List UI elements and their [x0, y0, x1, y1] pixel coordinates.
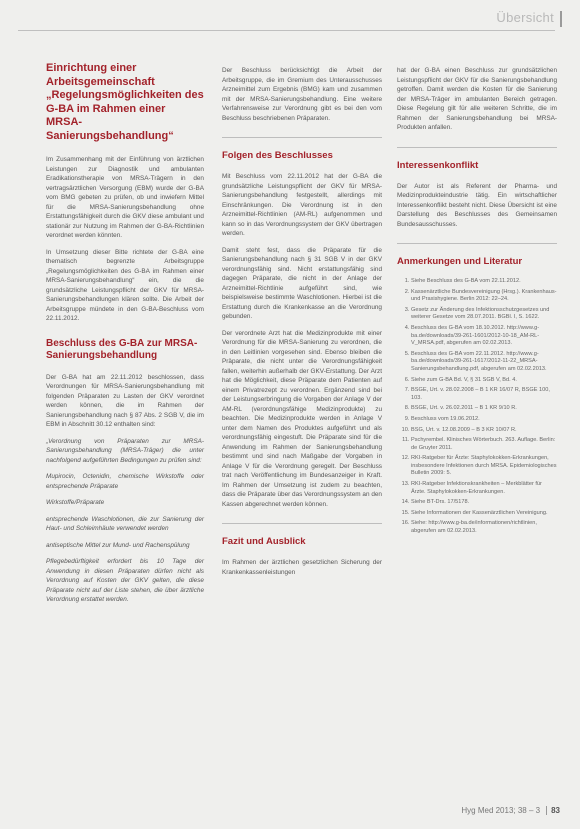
reference-item: 12. RKI-Ratgeber für Ärzte: Staphylokokken-Erkrankungen, insbesondere Infektionen durch MRSA. Epidemiologisches Bulletin 2009: 5. — [411, 455, 557, 478]
heading-folgen: Folgen des Beschlusses — [222, 150, 333, 161]
reference-item: 8. BSGE, Urt. v. 26.02.2011 – B 1 KR 9/10 R. — [411, 405, 557, 413]
column-3 — [397, 66, 557, 539]
paragraph: Der Autor ist als Referent der Pharma- und Medizinprodukteindustrie tätig. Ein wirtschaftlicher Interessenkonflikt besteht nicht. Diese Übersicht ist eine Darstellung des Beschlusses des Gemeinsamen Bundesausschusses. — [397, 182, 557, 228]
reference-item: 13. RKI-Ratgeber Infektionskrankheiten – Merkblätter für Ärzte. Staphylokokken-Erkrankungen. — [411, 481, 557, 496]
divider — [397, 243, 557, 244]
reference-item: 14. Siehe BT-Drs. 17/5178. — [411, 499, 557, 507]
heading-interessenkonflikt: Interessenkonflikt — [397, 159, 479, 171]
quote-paragraph: „Verordnung von Präparaten zur MRSA-Sanierungsbehandlung (MRSA-Träger) die unter nachfolgend aufgeführten Bedingungen zu prüfen sind: — [46, 437, 204, 464]
reference-list — [397, 278, 557, 536]
section-label: Übersicht — [496, 10, 554, 25]
column-1 — [46, 62, 204, 612]
reference-item: 5. Beschluss des G-BA vom 22.11.2012. http://www.g-ba.de/downloads/39-261-1617/2012-11-22_MRSA-Sanierungsbehandlung.pdf, abgerufen am 02.02.2013. — [411, 351, 557, 374]
page-number: 83 — [546, 806, 560, 815]
paragraph: Im Rahmen der ärztlichen gesetzlichen Sicherung der Krankenkassenleistungen — [222, 559, 382, 576]
paragraph: hat der G-BA einen Beschluss zur grundsätzlichen Leistungspflicht der GKV für die Sanierungsbehandlung getroffen. Damit werden die Kosten für die Sanierung der MRSA-Träger im ambulanten Bereich getragen. Diese Regelung gilt für alle weiteren Schritte, die im Rahmen der Sanierungsbehandlung bei MRSA-Produkten anfallen. — [397, 67, 557, 131]
reference-item: 7. BSGE, Urt. v. 28.02.2008 – B 1 KR 16/07 R, BSGE 100, 103. — [411, 387, 557, 402]
reference-item: 11. Pschyrembel. Klinisches Wörterbuch. 263. Auflage. Berlin: de Gruyter 2011. — [411, 437, 557, 452]
column-2 — [222, 66, 382, 584]
bullet-item: Mupirocin, Octenidin, chemische Wirkstoffe oder entsprechende Präparate — [46, 473, 204, 490]
paragraph: Mit Beschluss vom 22.11.2012 hat der G-BA die grundsätzliche Leistungspflicht der GKV für MRSA-Sanierungsbehandlung festgestellt, allerdings mit Einschränkungen. Die Verordnung ist in den Arzneimittel-Richtlinien (AM-RL) aufgenommen und kann so in das Verordnungssystem der GKV übertragen werden. — [222, 173, 382, 237]
reference-item: 1. Siehe Beschluss des G-BA vom 22.11.2012. — [411, 278, 557, 286]
bullet-item: entsprechende Waschlotionen, die zur Sanierung der Haut- und Schleimhäute verwendet werden — [46, 515, 204, 532]
reference-item: 3. Gesetz zur Änderung des Infektionsschutzgesetzes und weiterer Gesetze vom 28.07.2011. BGBl. I, S. 1622. — [411, 307, 557, 322]
heading-beschluss: Beschluss des G-BA zur MRSA-Sanierungsbehandlung — [46, 337, 198, 361]
bullet-item: antiseptische Mittel zur Mund- und Rachenspülung — [46, 541, 190, 549]
heading-fazit: Fazit und Ausblick — [222, 536, 306, 547]
divider — [222, 137, 382, 138]
paragraph: In Umsetzung dieser Bitte richtete der G-BA eine thematisch begrenzte Arbeitsgruppe „Regelungsmöglichkeiten des G-BA im Rahmen einer MRSA-Sanierungsbehandlung“ ein, die die grundsätzliche Leistungspflicht der GKV für MRSA-Sanierungsbehandlungen klären sollte. Die Arbeit der Arbeitsgruppe mündete in den G-BA-Beschluss vom 22.11.2012. — [46, 248, 204, 322]
page-footer — [461, 806, 560, 815]
paragraph: Damit steht fest, dass die Präparate für die Sanierungsbehandlung nach § 31 SGB V in der GKV verordnungsfähig sind. Nicht erstattungsfähig sind dagegen Präparate, die nicht in der Anlage der Arzneimittel-Richtlinie aufgeführt sind, wie beispielsweise bestimmte Waschlotionen. Hierbei ist die Erstattung durch die Krankenkasse an die Verordnung gebunden. — [222, 246, 382, 320]
reference-item: 16. Siehe: http://www.g-ba.de/informationen/richtlinien, abgerufen am 02.02.2013. — [411, 520, 557, 535]
paragraph: Der Beschluss berücksichtigt die Arbeit der Arbeitsgruppe, die im Gremium des Unterausschusses Arzneimittel zum Ergebnis (BMG) kam und zusammen mit der MRSA-Sanierungsbehandlung. Eine weitere Verfahrensweise zur Verordnung gibt es bei den vom Beschluss beschriebenen Präparaten. — [222, 67, 382, 122]
paragraph: Der G-BA hat am 22.11.2012 beschlossen, dass Verordnungen für MRSA-Sanierungsbehandlung mit folgenden Präparaten zu Lasten der GKV verordnet werden können, die im Rahmen der Sanierungsbehandlung nach § 87 Abs. 2 SGB V, die im EBM in Abschnitt 30.12 enthalten sind: — [46, 373, 204, 428]
divider — [397, 147, 557, 148]
reference-item: 10. BSG, Urt. v. 12.08.2009 – B 3 KR 10/07 R. — [411, 427, 557, 435]
bullet-item: Pflegebedürftigkeit erfordert bis 10 Tage der Anwendung in diesen Präparaten dürfen nicht als Verordnung auf Kosten der GKV gelten, die diese Präparate nicht auf der Liste stehen, die über ärztliche Verordnung erstattet werden. — [46, 558, 204, 603]
journal-citation: Hyg Med 2013; 38 – 3 — [461, 806, 541, 815]
divider — [222, 523, 382, 524]
reference-item: 9. Beschluss vom 19.06.2012. — [411, 416, 557, 424]
bullet-item: Wirkstoffe/Präparate — [46, 499, 105, 506]
paragraph: Im Zusammenhang mit der Einführung von ärztlichen Leistungen zur Diagnostik und ambulanten Eradikationstherapie von MRSA-Trägern in den vertragsärztlichen Versorgung (EBM) wurde der G-BA vom BMG gebeten zu prüfen, ob und inwiefern Mittel für die MRSA-Sanierungsbehandlung ohne Erstattungsfähigkeit durch die GKV diese ambulant und stationär zur Nutzung im Rahmen der G-BA-Richtlinien verordnet werden könnten. — [46, 156, 204, 239]
reference-item: 6. Siehe zum G-BA Bd. V, § 31 SGB V, Bd. 4. — [411, 377, 557, 385]
reference-item: 4. Beschluss des G-BA vom 18.10.2012. http://www.g-ba.de/downloads/39-261-1601/2012-10-18_AM-RL-V_MRSA.pdf, abgerufen am 02.02.2013. — [411, 325, 557, 348]
reference-item: 2. Kassenärztliche Bundesvereinigung (Hrsg.). Krankenhaus- und Praxishygiene. Berlin 2012: 22–24. — [411, 289, 557, 304]
top-rule — [18, 30, 555, 31]
paragraph: Der verordnete Arzt hat die Medizinprodukte mit einer Verordnung für die MRSA-Sanierung zu verordnen, die in den Leitlinien vorgesehen sind. Ebenso bleiben die Präparate, die nicht unter die Verordnungsfähigkeit fallen, weiterhin außerhalb der GKV-Erstattung. Der Arzt hat die Möglichkeit, diese Präparate dem Patienten auf einem Privatrezept zu verordnen. Ergänzend sind bei der Leistungserbringung die Vorgaben der Anlage V der AM-RL (verordnungsfähige Medizinprodukte) zu beachten. Die Medizinprodukte werden in Anlage V unter dem Namen des Produktes aufgeführt und als verordnungsfähig eingestuft. Die Präparate sind für die Anwendung im Rahmen der Sanierungsbehandlung bestimmt und sind nach Maßgabe der Vorgaben in Anlage V für die Verordnung geregelt. Der Beschluss trat nach Veröffentlichung im Bundesanzeiger in Kraft. Im Rahmen der Umsetzung ist zudem zu beachten, dass die Präparate über das Verordnungssystem an den Kassen abgerechnet werden können. — [222, 329, 382, 508]
section-marker — [560, 11, 562, 27]
heading-arbeitsgemeinschaft: Einrichtung einer Arbeitsgemeinschaft „Regelungsmöglichkeiten des G-BA im Rahmen einer MRSA-Sanierungsbehandlung“ — [46, 62, 204, 142]
reference-item: 15. Siehe Informationen der Kassenärztlichen Vereinigung. — [411, 510, 557, 518]
heading-literatur: Anmerkungen und Literatur — [397, 256, 523, 267]
